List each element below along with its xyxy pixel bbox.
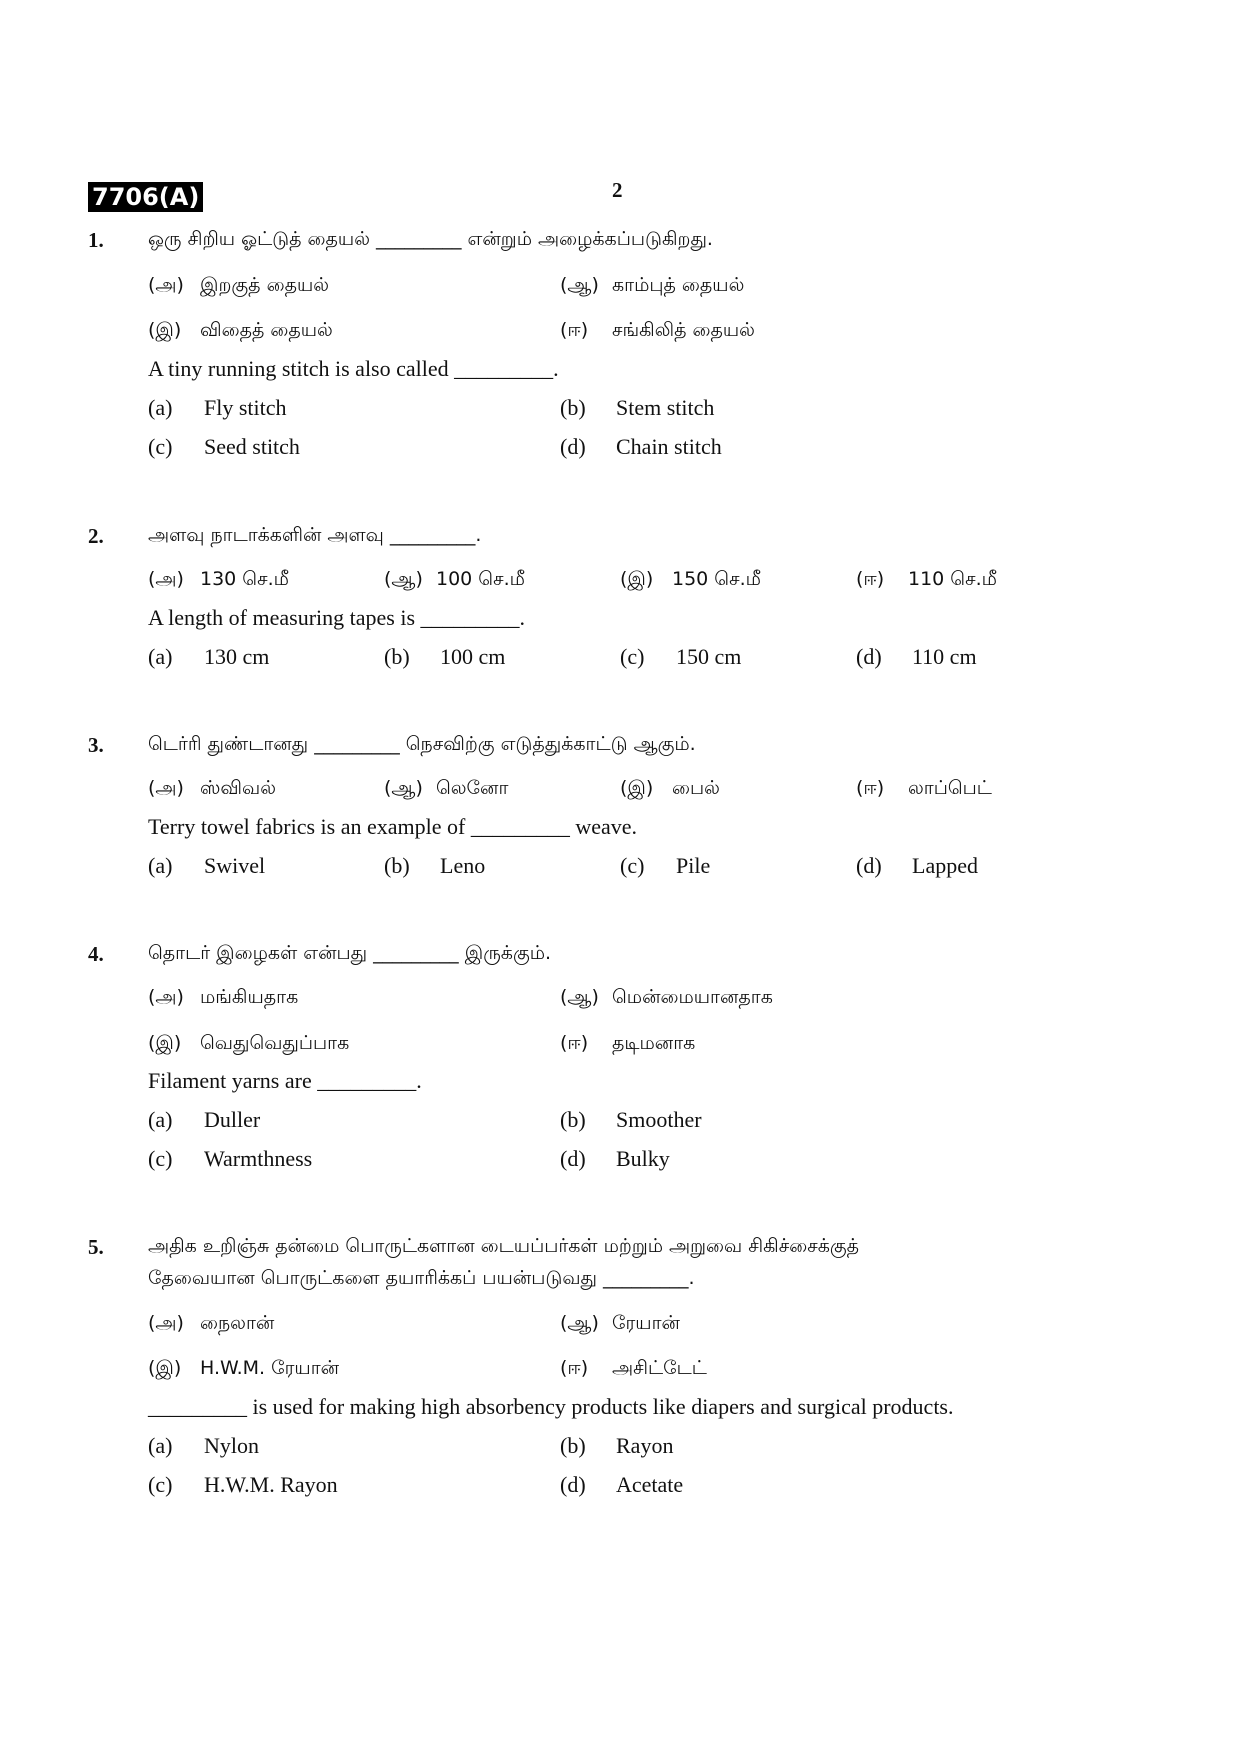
option-tamil-a: (அ) நைலான்	[148, 1312, 275, 1334]
option-english-a: (a) Nylon	[148, 1433, 259, 1458]
question-number: 5.	[88, 1235, 104, 1259]
option-tamil-c: (இ) H.W.M. ரேயான்	[148, 1357, 340, 1379]
question-text-english: _________ is used for making high absorbency products like diapers and surgical products.	[148, 1394, 954, 1419]
option-tamil-a: (அ) ஸ்விவல்	[148, 777, 276, 799]
question-number: 2.	[88, 524, 104, 548]
option-english-c: (c) Pile	[620, 853, 711, 878]
option-english-d: (d) Bulky	[560, 1146, 670, 1171]
option-tamil-d: (ஈ) 110 செ.மீ	[856, 568, 997, 590]
option-english-b: (b) Leno	[384, 853, 486, 878]
option-tamil-c: (இ) வெதுவெதுப்பாக	[148, 1032, 350, 1054]
option-english-b: (b) Rayon	[560, 1433, 674, 1458]
option-tamil-b: (ஆ) 100 செ.மீ	[384, 568, 525, 590]
option-english-c: (c) H.W.M. Rayon	[148, 1472, 338, 1497]
option-english-d: (d) 110 cm	[856, 644, 977, 669]
option-english-d: (d) Acetate	[560, 1472, 684, 1497]
option-tamil-c: (இ) பைல்	[620, 777, 720, 799]
option-tamil-d: (ஈ) சங்கிலித் தையல்	[560, 319, 755, 341]
option-tamil-c: (இ) 150 செ.மீ	[620, 568, 761, 590]
option-tamil-a: (அ) இறகுத் தையல்	[148, 274, 330, 296]
option-english-c: (c) Seed stitch	[148, 434, 300, 459]
option-english-a: (a) Swivel	[148, 853, 266, 878]
option-tamil-d: (ஈ) லாப்பெட்	[856, 777, 992, 799]
question-text-tamil: டெர்ரி துண்டானது _________ நெசவிற்கு எடுத்துக்காட்டு ஆகும்.	[148, 733, 696, 755]
option-english-c: (c) 150 cm	[620, 644, 742, 669]
option-tamil-d: (ஈ) தடிமனாக	[560, 1032, 696, 1054]
option-english-a: (a) Fly stitch	[148, 395, 287, 420]
option-tamil-d: (ஈ) அசிட்டேட்	[560, 1357, 707, 1379]
question-text-tamil: அதிக உறிஞ்சு தன்மை பொருட்களான டையப்பர்கள் மற்றும் அறுவை சிகிச்சைக்குத்	[148, 1235, 860, 1257]
option-tamil-b: (ஆ) மென்மையானதாக	[560, 986, 773, 1008]
option-tamil-b: (ஆ) காம்புத் தையல்	[560, 274, 745, 296]
option-tamil-a: (அ) 130 செ.மீ	[148, 568, 289, 590]
question-text-tamil: அளவு நாடாக்களின் அளவு _________.	[148, 524, 482, 546]
option-tamil-c: (இ) விதைத் தையல்	[148, 319, 333, 341]
option-english-a: (a) 130 cm	[148, 644, 270, 669]
option-tamil-b: (ஆ) ரேயான்	[560, 1312, 680, 1334]
option-tamil-b: (ஆ) லெனோ	[384, 777, 509, 799]
page-number: 2	[612, 178, 623, 202]
question-text-english: Terry towel fabrics is an example of _________ weave.	[148, 814, 638, 839]
question-text-english: A tiny running stitch is also called _________.	[148, 356, 559, 381]
option-tamil-a: (அ) மங்கியதாக	[148, 986, 299, 1008]
option-english-d: (d) Chain stitch	[560, 434, 722, 459]
question-text-tamil-line2: தேவையான பொருட்களை தயாரிக்கப் பயன்படுவது _________.	[148, 1267, 695, 1289]
question-number: 4.	[88, 942, 104, 966]
option-english-b: (b) Smoother	[560, 1107, 702, 1132]
question-number: 1.	[88, 228, 104, 252]
option-english-b: (b) 100 cm	[384, 644, 506, 669]
question-text-english: A length of measuring tapes is _________.	[148, 605, 526, 630]
question-text-tamil: ஒரு சிறிய ஓட்டுத் தையல் _________ என்றும் அழைக்கப்படுகிறது.	[148, 228, 713, 250]
option-english-d: (d) Lapped	[856, 853, 978, 878]
paper-code-badge: 7706(A)	[88, 182, 203, 212]
option-english-b: (b) Stem stitch	[560, 395, 715, 420]
option-english-a: (a) Duller	[148, 1107, 261, 1132]
question-text-tamil: தொடர் இழைகள் என்பது _________ இருக்கும்.	[148, 942, 552, 964]
option-english-c: (c) Warmthness	[148, 1146, 313, 1171]
question-text-english: Filament yarns are _________.	[148, 1068, 422, 1093]
question-number: 3.	[88, 733, 104, 757]
